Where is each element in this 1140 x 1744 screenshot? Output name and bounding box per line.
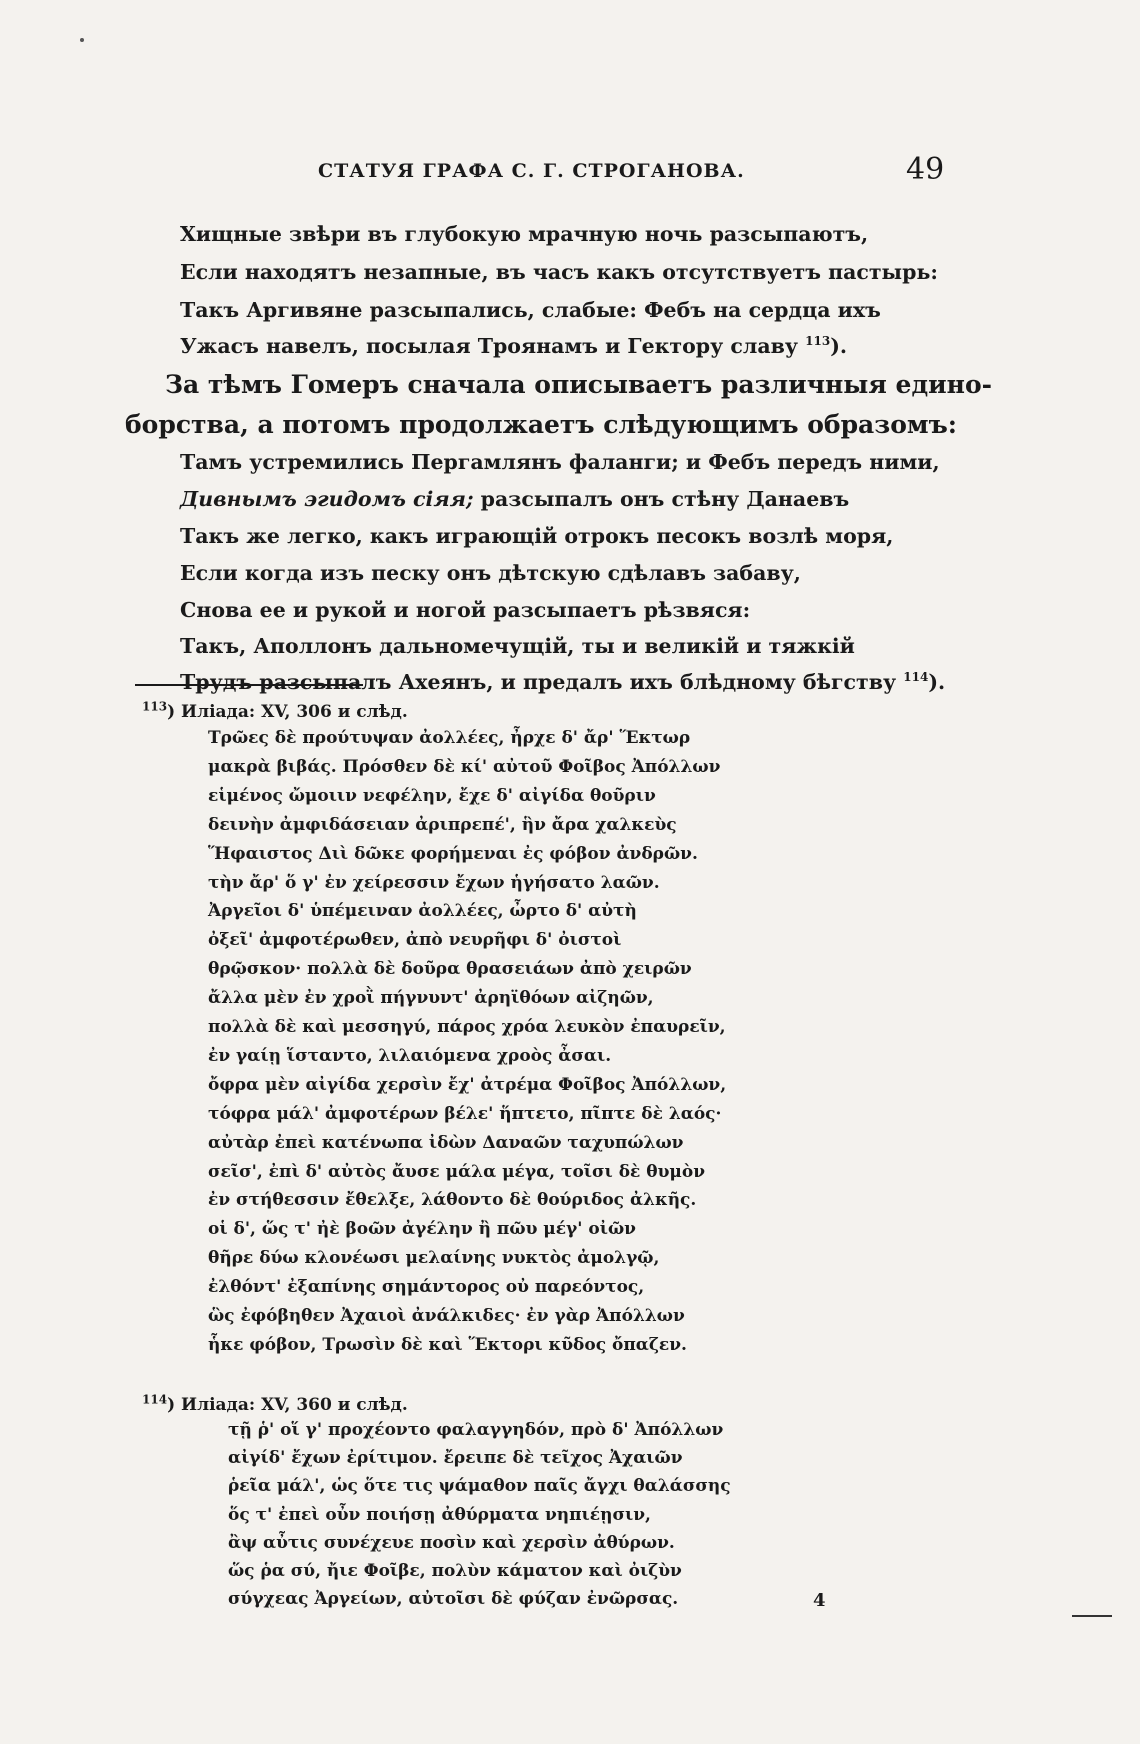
greek-line: σύγχεας Ἀργείων, αὐτοῖσι δὲ φύζαν ἐνῶρσας. [228,1589,679,1610]
footnote-rule [135,684,363,686]
footnote-label-text: ) Иліада: XV, 360 и слѣд. [167,1395,408,1415]
greek-line: οἱ δ', ὥς τ' ἠὲ βοῶν ἀγέλην ἢ πῶυ μέγ' οἰῶν [208,1219,636,1240]
greek-line: αὐτὰρ ἐπεὶ κατένωπα ἰδὼν Δαναῶν ταχυπώλων [208,1132,684,1153]
verse-text: Ужасъ навелъ, посылая Троянамъ и Гектору славу [180,334,798,358]
greek-line: εἱμένος ὤμοιιν νεφέλην, ἔχε δ' αἰγίδα θοῦριν [208,785,656,806]
greek-line: Ἥφαιστος Διὶ δῶκε φορήμεναι ἐς φόβον ἀνδρῶν. [208,843,698,864]
greek-line: ῥεῖα μάλ', ὡς ὅτε τις ψάμαθον παῖς ἄγχι θαλάσσης [228,1476,731,1497]
greek-line: αἰγίδ' ἔχων ἐρίτιμον. ἔρειπε δὲ τεῖχος Ἀχαιῶν [228,1448,683,1469]
verse-tail: ). [830,334,848,358]
footnote-number: 114 [142,1392,168,1407]
greek-line: ὄφρα μὲν αἰγίδα χερσὶν ἔχ' ἀτρέμα Φοῖβος Ἀπόλλων, [208,1074,727,1095]
verse-line [180,334,847,358]
page-number: 49 [906,152,945,187]
verse-line: Хищные звѣри въ глубокую мрачную ночь разсыпаютъ, [180,222,869,246]
footnote-label-text: ) Иліада: XV, 306 и слѣд. [167,702,408,722]
footnote-number: 113 [142,699,168,714]
greek-line: τόφρα μάλ' ἀμφοτέρων βέλε' ἥπτετο, πῖπτε δὲ λαός· [208,1103,722,1124]
note-ref: 114 [903,670,929,685]
prose-line: борства, а потомъ продолжаетъ слѣдующимъ образомъ: [125,410,957,439]
margin-mark [1072,1615,1112,1617]
greek-line: ὣς ἐφόβηθεν Ἀχαιοὶ ἀνάλκιδες· ἐν γὰρ Ἀπόλλων [208,1306,685,1326]
greek-line: ἂψ αὖτις συνέχευε ποσὶν καὶ χερσὶν ἀθύρων. [228,1532,675,1553]
greek-line: θῆρε δύω κλονέωσι μελαίνης νυκτὸς ἀμολγῷ, [208,1248,660,1269]
verse-line: Такъ Аргивяне разсыпались, слабые: Фебъ на сердца ихъ [180,298,881,322]
verse-line: Такъ, Аполлонъ дальномечущій, ты и великій и тяжкій [180,634,855,658]
verse-line: Такъ же легко, какъ играющій отрокъ песокъ возлѣ моря, [180,524,894,548]
greek-line: ὥς ῥα σύ, ἤιε Φοῖβε, πολὺν κάματον καὶ ὀιζὺν [228,1561,682,1581]
verse-line: Снова ее и рукой и ногой разсыпаетъ рѣзвяся: [180,598,751,622]
verse-line: Если когда изъ песку онъ дѣтскую сдѣлавъ забаву, [180,561,801,585]
sheet-number: 4 [813,1590,826,1611]
verse-line [180,670,945,694]
greek-line: θρῷσκον· πολλὰ δὲ δοῦρα θρασειάων ἀπὸ χειρῶν [208,959,692,980]
greek-line: Τρῶες δὲ προύτυψαν ἀολλέες, ἦρχε δ' ἄρ' Ἕκτωρ [208,728,691,748]
footnote-label [142,1392,408,1415]
verse-italic: Дивнымъ эгидомъ сіяя; [180,487,474,511]
greek-line: ἐν γαίῃ ἵσταντο, λιλαιόμενα χροὸς ἆσαι. [208,1045,612,1066]
verse-line: Тамъ устремились Пергамлянъ фаланги; и Фебъ передъ ними, [180,450,940,474]
greek-line: ἐν στήθεσσιν ἔθελξε, λάθοντο δὲ θούριδος ἀλκῆς. [208,1190,697,1211]
greek-line: ἐλθόντ' ἐξαπίνης σημάντορος οὐ παρεόντος, [208,1277,645,1298]
verse-tail: ). [928,670,946,694]
verse-line: Если находятъ незапные, въ часъ какъ отсутствуетъ пастырь: [180,260,938,284]
footnote-label [142,699,408,722]
note-ref: 113 [805,334,831,349]
greek-line: ὅς τ' ἐπεὶ οὖν ποιήσῃ ἀθύρματα νηπιέῃσιν, [228,1504,651,1525]
verse-text: Трудъ разсыпалъ Ахеянъ, и предалъ ихъ блѣдному бѣгству [180,670,897,694]
running-title: СТАТУЯ ГРАФА С. Г. СТРОГАНОВА. [318,160,745,182]
prose-line: За тѣмъ Гомеръ сначала описываетъ различныя едино- [165,370,993,399]
greek-line: πολλὰ δὲ καὶ μεσσηγύ, πάρος χρόα λευκὸν ἐπαυρεῖν, [208,1017,726,1037]
greek-line: δεινὴν ἀμφιδάσειαν ἀριπρεπέ', ἣν ἄρα χαλκεὺς [208,814,677,835]
greek-line: ἄλλα μὲν ἐν χροῒ πήγνυντ' ἀρηϊθόων αἰζηῶν, [208,988,654,1009]
greek-line: ἧκε φόβον, Τρωσὶν δὲ καὶ Ἕκτορι κῦδος ὄπαζεν. [208,1334,687,1355]
verse-text: разсыпалъ онъ стѣну Данаевъ [480,487,850,511]
verse-line [180,487,849,511]
greek-line: Ἀργεῖοι δ' ὑπέμειναν ἀολλέες, ὦρτο δ' αὐτὴ [208,901,637,922]
speck [80,38,84,42]
greek-line: μακρὰ βιβάς. Πρόσθεν δὲ κί' αὐτοῦ Φοῖβος Ἀπόλλων [208,756,721,777]
greek-line: ὀξεῖ' ἀμφοτέρωθεν, ἀπὸ νευρῆφι δ' ὀιστοὶ [208,930,622,951]
greek-line: τῇ ῥ' οἵ γ' προχέοντο φαλαγγηδόν, πρὸ δ' Ἀπόλλων [228,1420,724,1440]
greek-line: σεῖσ', ἐπὶ δ' αὐτὸς ἄυσε μάλα μέγα, τοῖσι δὲ θυμὸν [208,1161,705,1182]
greek-line: τὴν ἄρ' ὅ γ' ἐν χείρεσσιν ἔχων ἡγήσατο λαῶν. [208,872,660,893]
